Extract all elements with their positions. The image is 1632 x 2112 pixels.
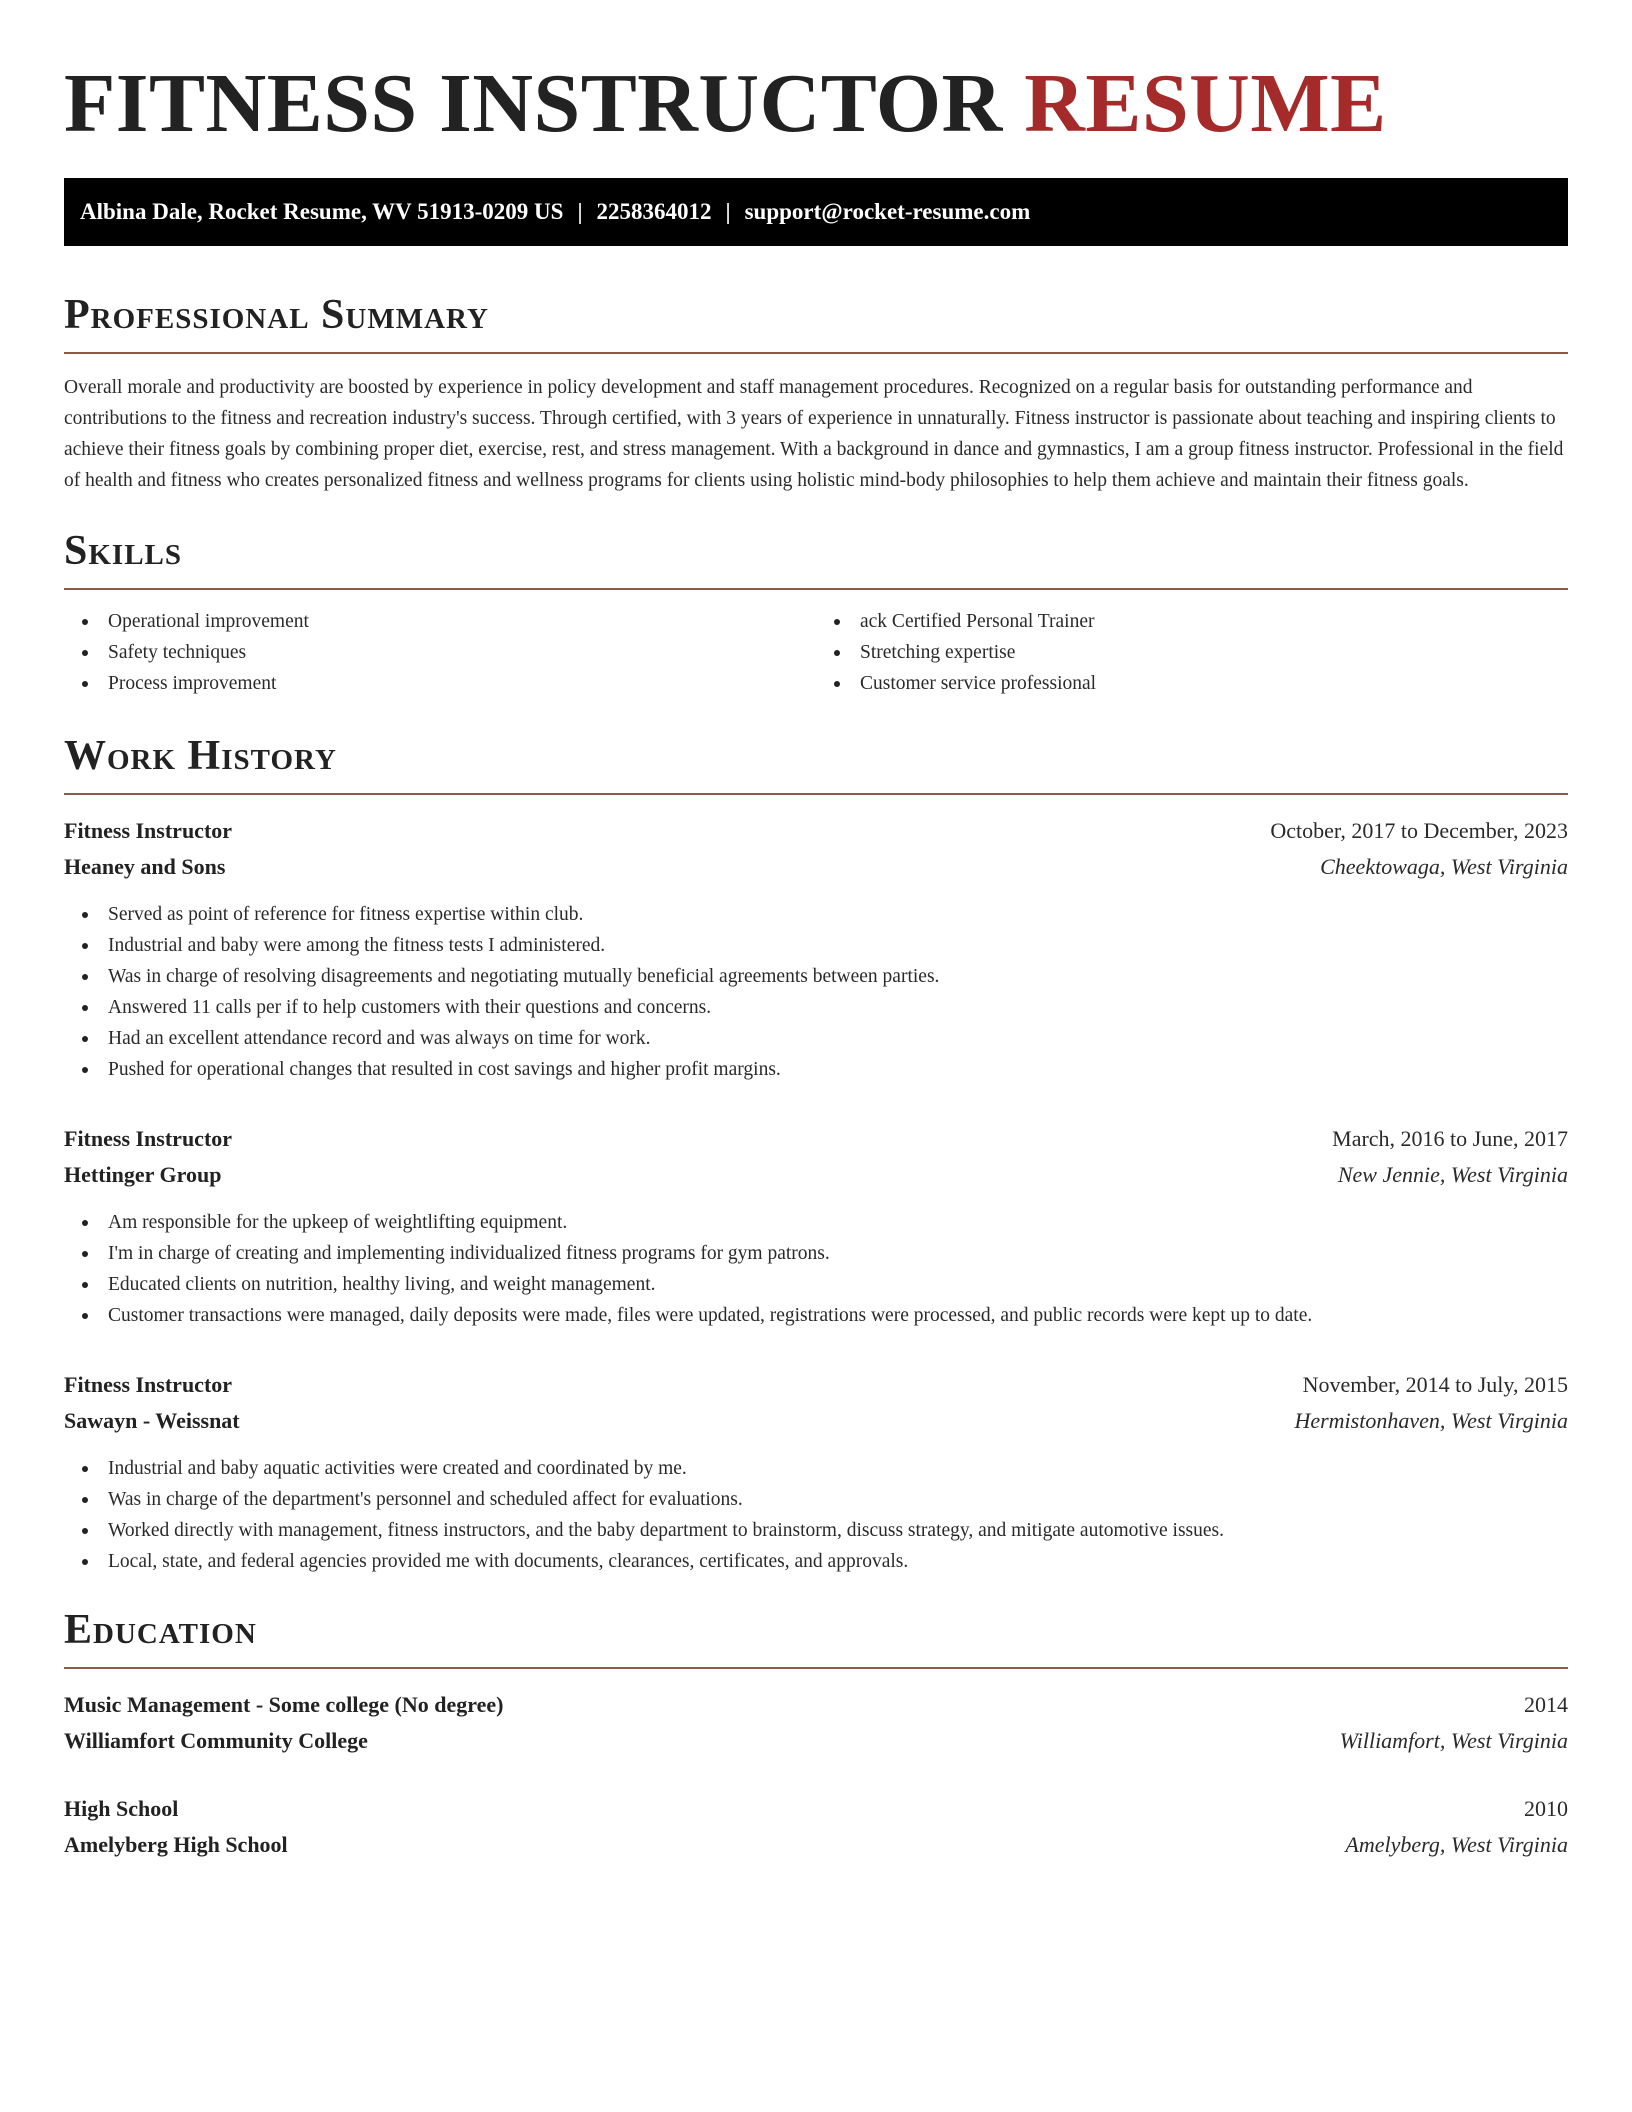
contact-separator: | [577, 199, 583, 224]
contact-phone: 2258364012 [596, 199, 712, 224]
job-bullet: Educated clients on nutrition, healthy living, and weight management. [64, 1269, 1568, 1300]
skills-heading: Skills [64, 528, 183, 574]
job-company-row [64, 1403, 1568, 1439]
skills-column-left [64, 606, 816, 699]
job-bullet: Pushed for operational changes that resulted in cost savings and higher profit margins. [64, 1054, 1568, 1085]
job-entry [64, 1121, 1568, 1331]
job-header-row [64, 813, 1568, 849]
education-location: Amelyberg, West Virginia [1345, 1832, 1568, 1857]
education-year: 2014 [1524, 1692, 1568, 1717]
job-entry [64, 1367, 1568, 1577]
skill-item: Customer service professional [816, 668, 1568, 699]
skill-item: Stretching expertise [816, 637, 1568, 668]
job-bullet: Industrial and baby were among the fitness tests I administered. [64, 930, 1568, 961]
contact-separator: | [725, 199, 731, 224]
job-bullets [64, 1453, 1568, 1577]
job-bullets [64, 899, 1568, 1085]
job-header-row [64, 1121, 1568, 1157]
job-bullet: Customer transactions were managed, daily deposits were made, files were updated, registrations were processed, and public records were kept up to date. [64, 1300, 1568, 1331]
job-company: Heaney and Sons [64, 854, 226, 879]
education-degree: High School [64, 1796, 179, 1821]
skill-item: Safety techniques [64, 637, 816, 668]
section-divider [64, 352, 1568, 354]
education-location: Williamfort, West Virginia [1339, 1728, 1568, 1753]
job-bullet: Am responsible for the upkeep of weightlifting equipment. [64, 1207, 1568, 1238]
job-location: New Jennie, West Virginia [1337, 1162, 1568, 1187]
education-header-row [64, 1791, 1568, 1827]
job-location: Hermistonhaven, West Virginia [1294, 1408, 1568, 1433]
section-divider [64, 588, 1568, 590]
section-divider [64, 1667, 1568, 1669]
job-dates: October, 2017 to December, 2023 [1270, 818, 1568, 843]
work-history-heading: Work History [64, 733, 337, 779]
job-bullet: Answered 11 calls per if to help customers with their questions and concerns. [64, 992, 1568, 1023]
job-location: Cheektowaga, West Virginia [1320, 854, 1568, 879]
education-school: Amelyberg High School [64, 1832, 288, 1857]
job-company-row [64, 849, 1568, 885]
skill-item: ack Certified Personal Trainer [816, 606, 1568, 637]
contact-address: Albina Dale, Rocket Resume, WV 51913-0209 US [80, 199, 564, 224]
job-header-row [64, 1367, 1568, 1403]
job-title: Fitness Instructor [64, 1372, 233, 1397]
title-main: FITNESS INSTRUCTOR [64, 57, 1003, 150]
education-school: Williamfort Community College [64, 1728, 368, 1753]
education-heading: Education [64, 1607, 257, 1653]
summary-text: Overall morale and productivity are boosted by experience in policy development and staff management procedures. Recognized on a regular basis for outstanding performance and contributions to the fitness and recreation industry's success. Through certified, with 3 years of experience in unnaturally. Fitness instructor is passionate about teaching and inspiring clients to achieve their fitness goals by combining proper diet, exercise, rest, and stress management. With a background in dance and gymnastics, I am a group fitness instructor. Professional in the field of health and fitness who creates personalized fitness and wellness programs for clients using holistic mind-body philosophies to help them achieve and maintain their fitness goals. [64, 377, 1564, 491]
education-entry [64, 1791, 1568, 1863]
job-dates: March, 2016 to June, 2017 [1332, 1126, 1568, 1151]
job-dates: November, 2014 to July, 2015 [1302, 1372, 1568, 1397]
resume-title [64, 0, 1568, 152]
job-entry [64, 813, 1568, 1085]
skills-section [64, 526, 1568, 699]
education-degree: Music Management - Some college (No degree) [64, 1692, 504, 1717]
job-title: Fitness Instructor [64, 818, 233, 843]
contact-bar [64, 178, 1568, 246]
job-company: Sawayn - Weissnat [64, 1408, 240, 1433]
job-bullet: Was in charge of the department's personnel and scheduled affect for evaluations. [64, 1484, 1568, 1515]
education-school-row [64, 1723, 1568, 1759]
job-bullet: Served as point of reference for fitness expertise within club. [64, 899, 1568, 930]
job-bullet: Worked directly with management, fitness instructors, and the baby department to brainstorm, discuss strategy, and mitigate automotive issues. [64, 1515, 1568, 1546]
job-bullet: I'm in charge of creating and implementing individualized fitness programs for gym patrons. [64, 1238, 1568, 1269]
education-year: 2010 [1524, 1796, 1568, 1821]
summary-heading: Professional Summary [64, 292, 489, 338]
education-section [64, 1605, 1568, 1863]
work-history-section [64, 731, 1568, 1577]
education-school-row [64, 1827, 1568, 1863]
title-accent: RESUME [1024, 57, 1387, 150]
job-bullet: Industrial and baby aquatic activities were created and coordinated by me. [64, 1453, 1568, 1484]
skills-grid [64, 606, 1568, 699]
job-company: Hettinger Group [64, 1162, 222, 1187]
section-divider [64, 793, 1568, 795]
education-header-row [64, 1687, 1568, 1723]
job-bullets [64, 1207, 1568, 1331]
education-entry [64, 1687, 1568, 1759]
skill-item: Operational improvement [64, 606, 816, 637]
skills-column-right [816, 606, 1568, 699]
job-title: Fitness Instructor [64, 1126, 233, 1151]
skill-item: Process improvement [64, 668, 816, 699]
job-company-row [64, 1157, 1568, 1193]
summary-section [64, 290, 1568, 496]
job-bullet: Had an excellent attendance record and was always on time for work. [64, 1023, 1568, 1054]
contact-email: support@rocket-resume.com [744, 199, 1031, 224]
job-bullet: Local, state, and federal agencies provided me with documents, clearances, certificates, and approvals. [64, 1546, 1568, 1577]
job-bullet: Was in charge of resolving disagreements and negotiating mutually beneficial agreements between parties. [64, 961, 1568, 992]
